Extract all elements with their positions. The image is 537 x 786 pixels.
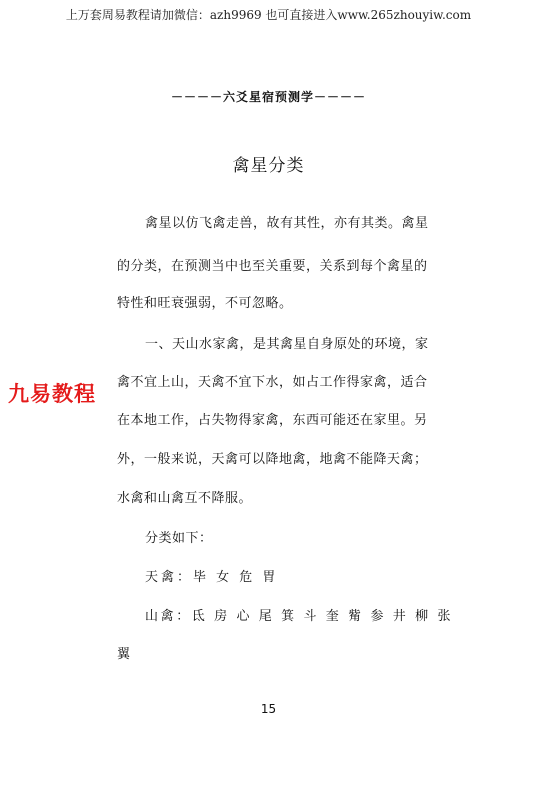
shan-qin-list: 山禽：氐 房 心 尾 箕 斗 奎 觜 参 井 柳 张 [145, 609, 454, 624]
body-line: 水禽和山禽互不降服。 [117, 491, 253, 506]
page-title: 禽星分类 [232, 156, 305, 176]
body-line: 外，一般来说，天禽可以降地禽，地禽不能降天禽； [117, 452, 428, 467]
watermark-logo: 九易教程 [8, 382, 96, 406]
page-number: 15 [260, 702, 277, 716]
book-header: －－－－六爻星宿预测学－－－－ [170, 90, 366, 104]
body-line: 翼 [117, 647, 131, 662]
body-line: 特性和旺衰强弱，不可忽略。 [117, 296, 293, 311]
body-line: 在本地工作，占失物得家禽，东西可能还在家里。另 [117, 413, 428, 428]
body-line: 禽星以仿飞禽走兽，故有其性，亦有其类。禽星 [145, 216, 429, 231]
body-line: 的分类，在预测当中也至关重要，关系到每个禽星的 [117, 259, 428, 274]
top-banner: 上万套周易教程请加微信：azh9969 也可直接进入www.265zhouyiw.com [65, 8, 472, 22]
tian-qin-list: 天禽：毕 女 危 胃 [145, 570, 279, 585]
body-line: 禽不宜上山，天禽不宜下水，如占工作得家禽，适合 [117, 375, 428, 390]
body-line: 一、天山水家禽，是其禽星自身原处的环境，家 [145, 337, 429, 352]
body-line: 分类如下： [145, 531, 213, 546]
